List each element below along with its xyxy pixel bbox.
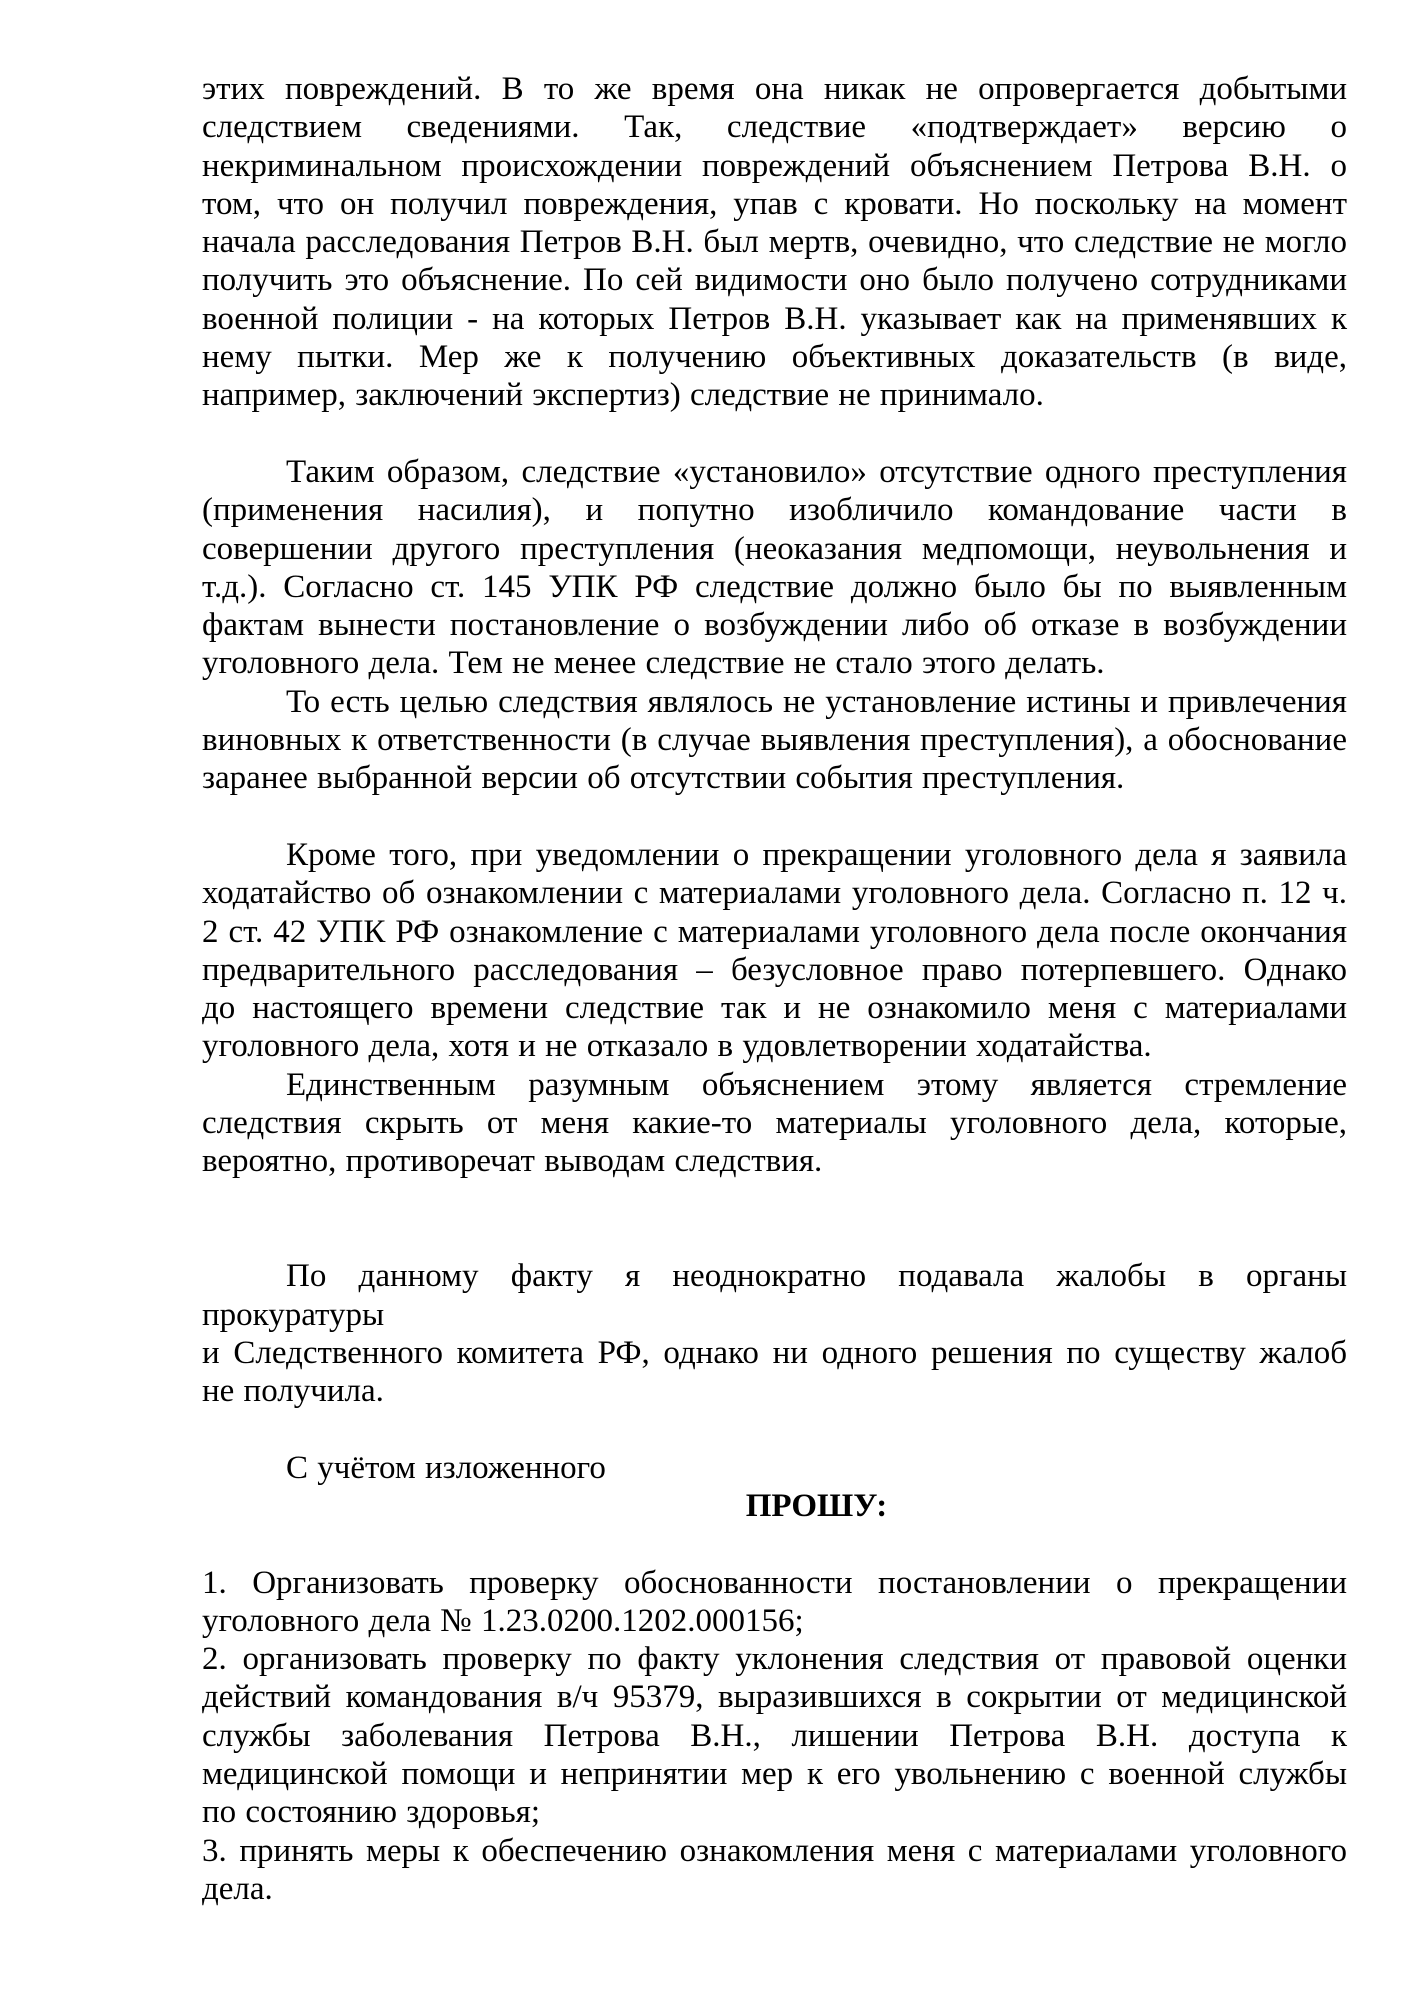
document-body	[202, 70, 1347, 1908]
text-line: по состоянию здоровья;	[202, 1794, 540, 1831]
text-line: совершении другого преступления (неоказания медпомощи, неувольнения и	[202, 530, 1347, 567]
request-heading	[202, 1487, 1347, 1525]
paragraph	[202, 70, 1347, 415]
paragraph	[202, 1066, 1347, 1181]
text-line: т.д.). Согласно ст. 145 УПК РФ следствие должно было бы по выявленным	[202, 568, 1347, 605]
text-line: например, заключений экспертиз) следствие не принимало.	[202, 377, 1044, 414]
text-line: Таким образом, следствие «установило» отсутствие одного преступления	[286, 453, 1347, 490]
text-line: получить это объяснение. По сей видимости оно было получено сотрудниками	[202, 262, 1347, 299]
text-line: вероятно, противоречат выводам следствия.	[202, 1143, 823, 1180]
text-line: Кроме того, при уведомлении о прекращении уголовного дела я заявила	[286, 836, 1347, 873]
text-line: некриминальном происхождении повреждений объяснением Петрова В.Н. о	[202, 147, 1347, 184]
text-line: медицинской помощи и непринятии мер к его увольнению с военной службы	[202, 1756, 1347, 1793]
text-line: уголовного дела № 1.23.0200.1202.000156;	[202, 1602, 804, 1639]
request-item	[202, 1640, 1347, 1831]
text-line: нему пытки. Мер же к получению объективных доказательств (в виде,	[202, 339, 1347, 376]
request-item	[202, 1564, 1347, 1641]
paragraph	[202, 453, 1347, 683]
text-line: дела.	[202, 1870, 273, 1907]
text-line: 2 ст. 42 УПК РФ ознакомление с материалами уголовного дела после окончания	[202, 913, 1347, 950]
text-line: уголовного дела, хотя и не отказало в удовлетворении ходатайства.	[202, 1028, 1152, 1065]
text-line: этих повреждений. В то же время она никак не опровергается добытыми	[202, 71, 1347, 107]
text-line: С учётом изложенного	[286, 1449, 606, 1486]
text-line: Единственным разумным объяснением этому является стремление	[286, 1066, 1347, 1103]
text-line: (применения насилия), и попутно изобличило командование части в	[202, 492, 1347, 529]
text-line: следствием сведениями. Так, следствие «подтверждает» версию о	[202, 109, 1347, 146]
text-line: заранее выбранной версии об отсутствии события преступления.	[202, 760, 1125, 797]
text-line: виновных к ответственности (в случае выявления преступления), а обоснование	[202, 722, 1347, 759]
closing-phrase	[202, 1449, 1347, 1487]
text-line: военной полиции - на которых Петров В.Н. указывает как на применявших к	[202, 300, 1347, 337]
text-line: уголовного дела. Тем не менее следствие не стало этого делать.	[202, 645, 1105, 682]
text-line: начала расследования Петров В.Н. был мертв, очевидно, что следствие не могло	[202, 224, 1347, 261]
text-line: не получила.	[202, 1373, 384, 1410]
text-line: 2. организовать проверку по факту уклонения следствия от правовой оценки	[202, 1641, 1347, 1678]
paragraph	[202, 836, 1347, 1066]
text-line: предварительного расследования – безусловное право потерпевшего. Однако	[202, 951, 1347, 988]
text-line: том, что он получил повреждения, упав с кровати. Но поскольку на момент	[202, 185, 1347, 222]
text-line: до настоящего времени следствие так и не ознакомило меня с материалами	[202, 990, 1347, 1027]
text-line: службы заболевания Петрова В.Н., лишении Петрова В.Н. доступа к	[202, 1717, 1347, 1754]
text-line: действий командования в/ч 95379, выразившихся в сокрытии от медицинской	[202, 1679, 1347, 1716]
text-line: 3. принять меры к обеспечению ознакомления меня с материалами уголовного	[202, 1832, 1347, 1869]
text-line: То есть целью следствия являлось не установление истины и привлечения	[286, 683, 1347, 720]
text-line: ходатайство об ознакомлении с материалами уголовного дела. Согласно п. 12 ч.	[202, 875, 1347, 912]
request-item	[202, 1832, 1347, 1909]
text-line: фактам вынести постановление о возбуждении либо об отказе в возбуждении	[202, 607, 1347, 644]
paragraph	[202, 683, 1347, 798]
text-line: следствия скрыть от меня какие-то материалы уголовного дела, которые,	[202, 1105, 1347, 1142]
paragraph	[202, 1257, 1347, 1410]
text-line: и Следственного комитета РФ, однако ни одного решения по существу жалоб	[202, 1334, 1347, 1371]
text-line: 1. Организовать проверку обоснованности постановлении о прекращении	[202, 1564, 1347, 1601]
text-line: По данному факту я неоднократно подавала жалобы в органы прокуратуры	[202, 1258, 1347, 1333]
text-line: ПРОШУ:	[745, 1487, 888, 1524]
